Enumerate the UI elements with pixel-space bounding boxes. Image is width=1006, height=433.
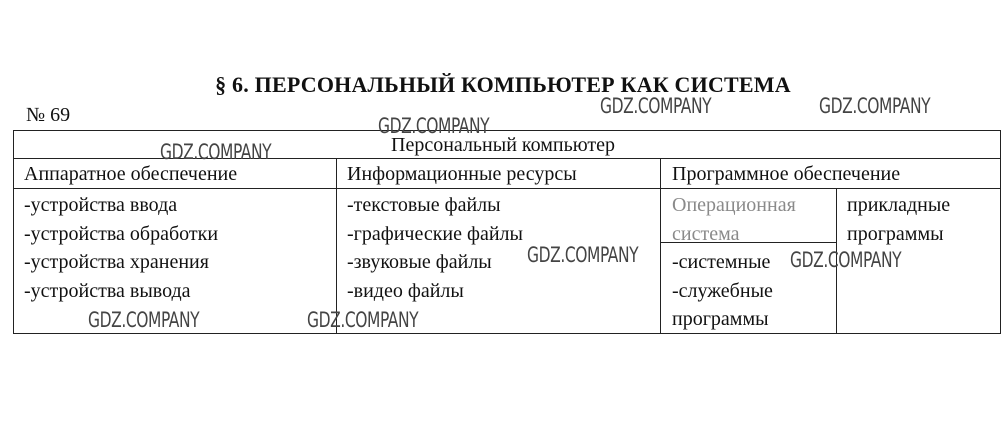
os-label-line1: Операционная [672,194,796,216]
list-item: -графические файлы [347,223,523,245]
list-item: -видео файлы [347,280,464,302]
list-item: -системные [672,251,771,273]
list-item: -звуковые файлы [347,251,492,273]
watermark: GDZ.COMPANY [378,114,490,138]
watermark: GDZ.COMPANY [307,308,419,332]
applied-software-line1: прикладные [847,194,951,216]
watermark: GDZ.COMPANY [819,94,931,118]
watermark: GDZ.COMPANY [160,140,272,164]
os-label-line2: система [672,223,740,245]
page-title: § 6. ПЕРСОНАЛЬНЫЙ КОМПЬЮТЕР КАК СИСТЕМА [215,72,791,97]
table-main-header: Персональный компьютер [391,134,615,156]
watermark: GDZ.COMPANY [527,243,639,267]
exercise-number: № 69 [26,104,71,126]
list-item: -текстовые файлы [347,194,501,216]
list-item: -устройства хранения [24,251,209,273]
list-item: -служебные [672,280,773,302]
applied-software-line2: программы [847,223,944,245]
watermark: GDZ.COMPANY [88,308,200,332]
column-header-info-resources: Информационные ресурсы [347,163,577,185]
list-item: -устройства ввода [24,194,178,216]
column-divider-2 [660,158,661,334]
column-header-software: Программное обеспечение [672,163,901,185]
column-header-hardware: Аппаратное обеспечение [24,163,238,185]
table-column-header-divider [13,188,1001,189]
watermark: GDZ.COMPANY [790,248,902,272]
list-item: -устройства обработки [24,223,219,245]
watermark: GDZ.COMPANY [600,94,712,118]
list-item: программы [672,308,769,330]
list-item: -устройства вывода [24,280,191,302]
